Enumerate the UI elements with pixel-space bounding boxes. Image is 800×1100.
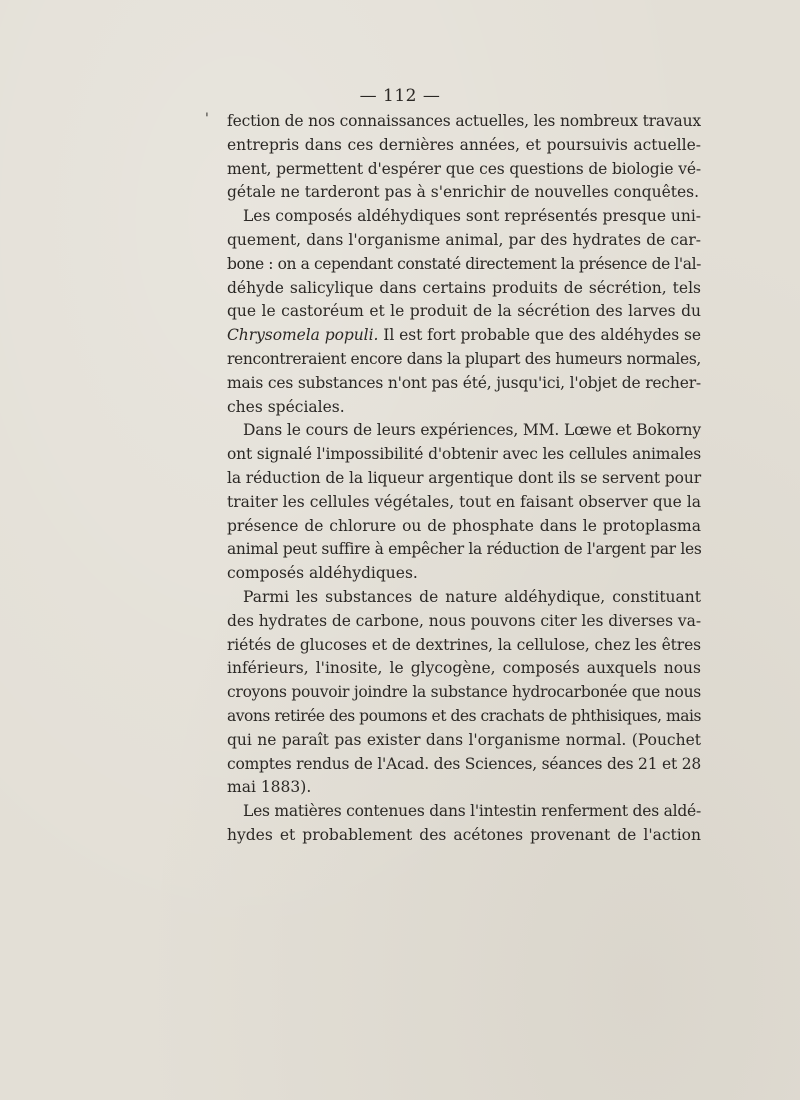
line-text: comptes rendus de l'Acad. des Sciences, séances des 21 et 28 <box>227 754 701 773</box>
line-text: Les composés aldéhydiques sont représentés presque uni- <box>243 207 701 226</box>
text-line <box>227 229 701 253</box>
line-text: rencontreraient encore dans la plupart des humeurs normales, <box>227 349 701 368</box>
line-text: Parmi les substances de nature aldéhydique, constituant <box>243 587 701 606</box>
line-text: animal peut suffire à empêcher la réduction de l'argent par les <box>227 540 702 559</box>
text-line <box>227 515 701 539</box>
line-text: ches spéciales. <box>227 397 345 416</box>
text-line <box>227 824 701 848</box>
line-text: mais ces substances n'ont pas été, jusqu'ici, l'objet de recher- <box>227 373 701 392</box>
line-text: déhyde salicylique dans certains produits de sécrétion, tels <box>227 278 701 297</box>
line-text: mai 1883). <box>227 778 312 797</box>
text-line <box>227 324 701 348</box>
line-text: hydes et probablement des acétones provenant de l'action <box>227 825 701 844</box>
line-text: qui ne paraît pas exister dans l'organisme normal. (Pouchet <box>227 730 701 749</box>
text-line <box>227 562 701 586</box>
line-text: entrepris dans ces dernières années, et poursuivis actuelle- <box>227 135 701 154</box>
text-line <box>227 396 701 420</box>
italic-text: Chrysomela populi. <box>227 326 379 345</box>
line-text: fection de nos connaissances actuelles, les nombreux travaux <box>227 112 701 130</box>
text-line <box>227 586 701 610</box>
line-text: ont signalé l'impossibilité d'obtenir avec les cellules animales <box>227 445 701 464</box>
text-line <box>227 753 701 777</box>
text-line <box>227 253 701 277</box>
text-line <box>227 705 701 729</box>
text-line <box>227 419 701 443</box>
text-line <box>227 467 701 491</box>
line-text: avons retirée des poumons et des crachats de phthisiques, mais <box>227 706 701 725</box>
line-text: présence de chlorure ou de phosphate dans le protoplasma <box>227 516 701 535</box>
line-text: Dans le cours de leurs expériences, MM. Lœwe et Bokorny <box>243 421 702 440</box>
page-number: — 112 — <box>359 86 441 106</box>
line-text: Les matières contenues dans l'intestin renferment des aldé- <box>243 802 702 821</box>
line-text: des hydrates de carbone, nous pouvons citer les diverses va- <box>227 611 701 630</box>
text-line <box>227 538 701 562</box>
text-line <box>227 491 701 515</box>
text-line <box>227 372 701 396</box>
text-line <box>227 634 701 658</box>
line-text: la réduction de la liqueur argentique dont ils se servent pour <box>227 468 701 487</box>
line-text: traiter les cellules végétales, tout en faisant observer que la <box>227 492 701 511</box>
line-text: bone : on a cependant constaté directement la présence de l'al- <box>227 254 701 273</box>
line-text: riétés de glucoses et de dextrines, la cellulose, chez les êtres <box>227 635 701 654</box>
text-line <box>227 443 701 467</box>
stray-mark: ' <box>205 111 209 127</box>
line-text: que le castoréum et le produit de la sécrétion des larves du <box>227 302 701 321</box>
text-line <box>227 610 701 634</box>
line-text: croyons pouvoir joindre la substance hydrocarbonée que nous <box>227 683 701 702</box>
body-text <box>227 110 701 848</box>
line-text: Il est fort probable que des aldéhydes se <box>378 326 701 345</box>
line-text: ment, permettent d'espérer que ces questions de biologie vé- <box>227 159 701 178</box>
text-line <box>227 800 701 824</box>
text-line <box>227 134 701 158</box>
text-line <box>227 348 701 372</box>
text-line <box>227 181 701 205</box>
line-text: gétale ne tarderont pas à s'enrichir de nouvelles conquêtes. <box>227 183 700 202</box>
text-line <box>227 110 701 134</box>
text-line <box>227 277 701 301</box>
text-line <box>227 158 701 182</box>
text-line <box>227 205 701 229</box>
text-line <box>227 776 701 800</box>
line-text: quement, dans l'organisme animal, par des hydrates de car- <box>227 230 701 249</box>
text-line <box>227 657 701 681</box>
text-line <box>227 729 701 753</box>
line-text: composés aldéhydiques. <box>227 564 418 583</box>
line-text: inférieurs, l'inosite, le glycogène, composés auxquels nous <box>227 659 701 678</box>
text-line <box>227 300 701 324</box>
text-line <box>227 681 701 705</box>
